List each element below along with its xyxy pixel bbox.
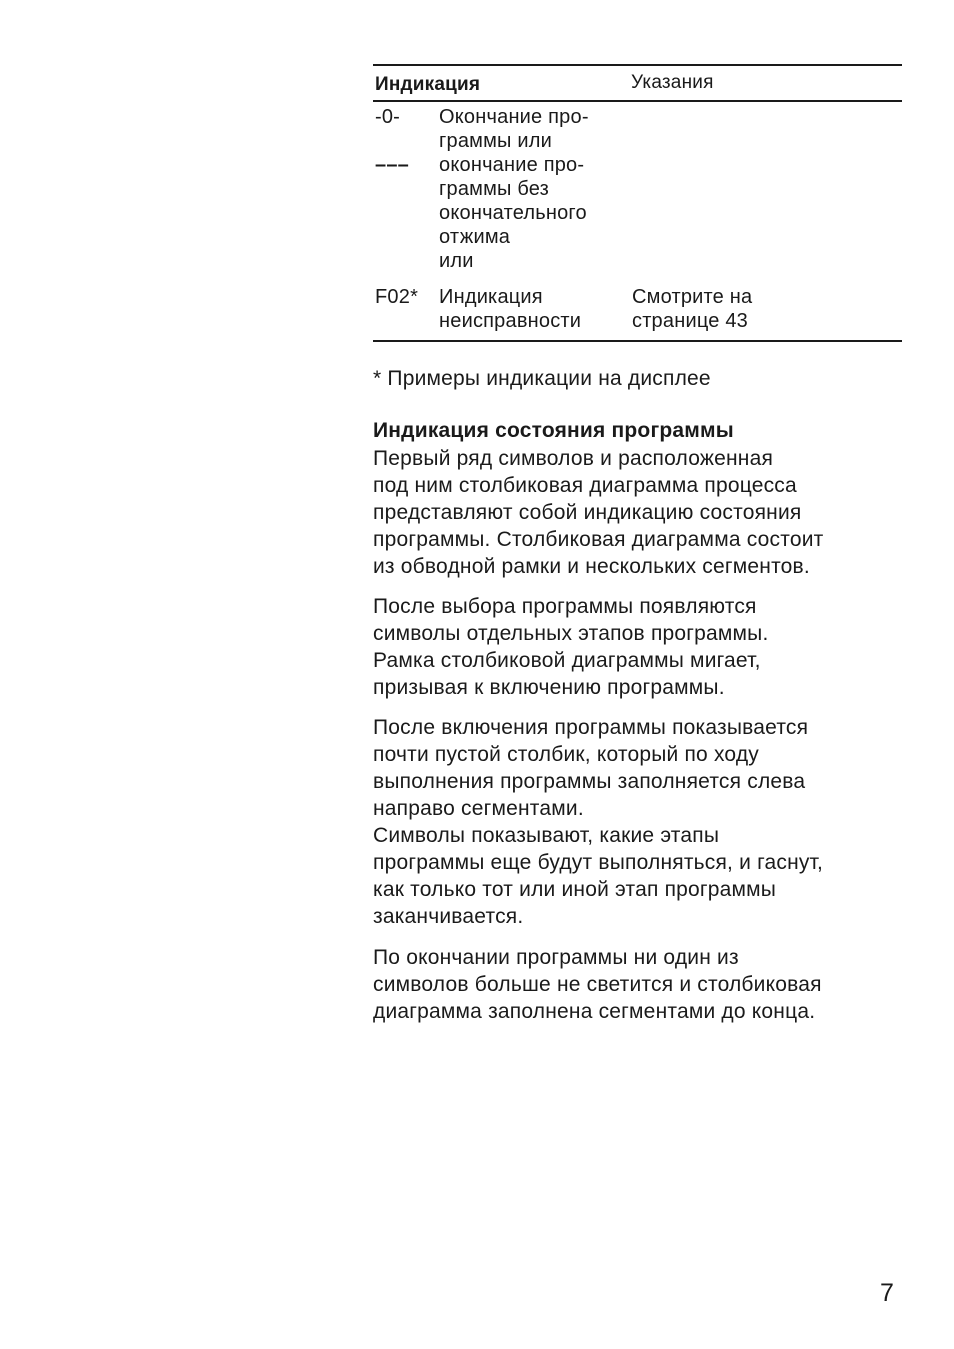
note-line: Смотрите на — [632, 286, 753, 308]
desc-line: или — [439, 250, 474, 272]
text-line: направо сегментами. — [373, 797, 584, 820]
paragraph-4 — [373, 944, 822, 1025]
page-number: 7 — [880, 1279, 894, 1307]
table-header-indication: Индикация — [375, 74, 481, 95]
desc-line: окончание про- — [439, 154, 585, 176]
table-row-1-description — [439, 105, 589, 273]
table-row-1-code-1: -0- — [375, 106, 401, 128]
note-line: странице 43 — [632, 310, 748, 332]
text-line: как только тот или иной этап программы — [373, 878, 777, 901]
paragraph-3 — [373, 714, 823, 930]
desc-line: граммы или — [439, 130, 552, 152]
text-line: символов больше не светится и столбиковая — [373, 973, 822, 996]
text-line: Рамка столбиковой диаграммы мигает, — [373, 649, 761, 672]
desc-line: граммы без — [439, 178, 550, 200]
table-row-2-code: F02* — [375, 286, 419, 308]
text-line: из обводной рамки и нескольких сегментов. — [373, 555, 810, 578]
desc-line: Окончание про- — [439, 106, 589, 128]
paragraph-2 — [373, 593, 769, 701]
footnote — [373, 365, 711, 392]
text-line: заканчивается. — [373, 905, 524, 928]
text-line: диаграмма заполнена сегментами до конца. — [373, 1000, 816, 1023]
table-row-2-description — [439, 285, 581, 333]
text-line: призывая к включению программы. — [373, 676, 725, 699]
table-top-rule — [373, 64, 902, 66]
section-title: Индикация состояния программы — [373, 419, 734, 442]
text-line: Первый ряд символов и расположенная — [373, 447, 774, 470]
text-line: По окончании программы ни один из — [373, 946, 739, 969]
desc-line: неисправности — [439, 310, 582, 332]
table-bottom-rule — [373, 340, 902, 342]
desc-line: отжима — [439, 226, 511, 248]
text-line: Символы показывают, какие этапы — [373, 824, 720, 847]
text-line: символы отдельных этапов программы. — [373, 622, 769, 645]
desc-line: Индикация — [439, 286, 543, 308]
table-row-2-note — [632, 285, 752, 333]
desc-line: окончательного — [439, 202, 587, 224]
text-line: под ним столбиковая диаграмма процесса — [373, 474, 797, 497]
text-line: почти пустой столбик, который по ходу — [373, 743, 760, 766]
text-line: выполнения программы заполняется слева — [373, 770, 806, 793]
table-header-notes: Указания — [631, 72, 714, 93]
paragraph-1 — [373, 445, 823, 580]
table-row-1-code-2: ––– — [375, 154, 409, 176]
text-line: программы. Столбиковая диаграмма состоит — [373, 528, 824, 551]
text-line: После выбора программы появляются — [373, 595, 757, 618]
footnote-text: * Примеры индикации на дисплее — [373, 367, 711, 390]
text-line: программы еще будут выполняться, и гаснут, — [373, 851, 824, 874]
table-header-rule — [373, 100, 902, 102]
text-line: После включения программы показывается — [373, 716, 809, 739]
text-line: представляют собой индикацию состояния — [373, 501, 802, 524]
